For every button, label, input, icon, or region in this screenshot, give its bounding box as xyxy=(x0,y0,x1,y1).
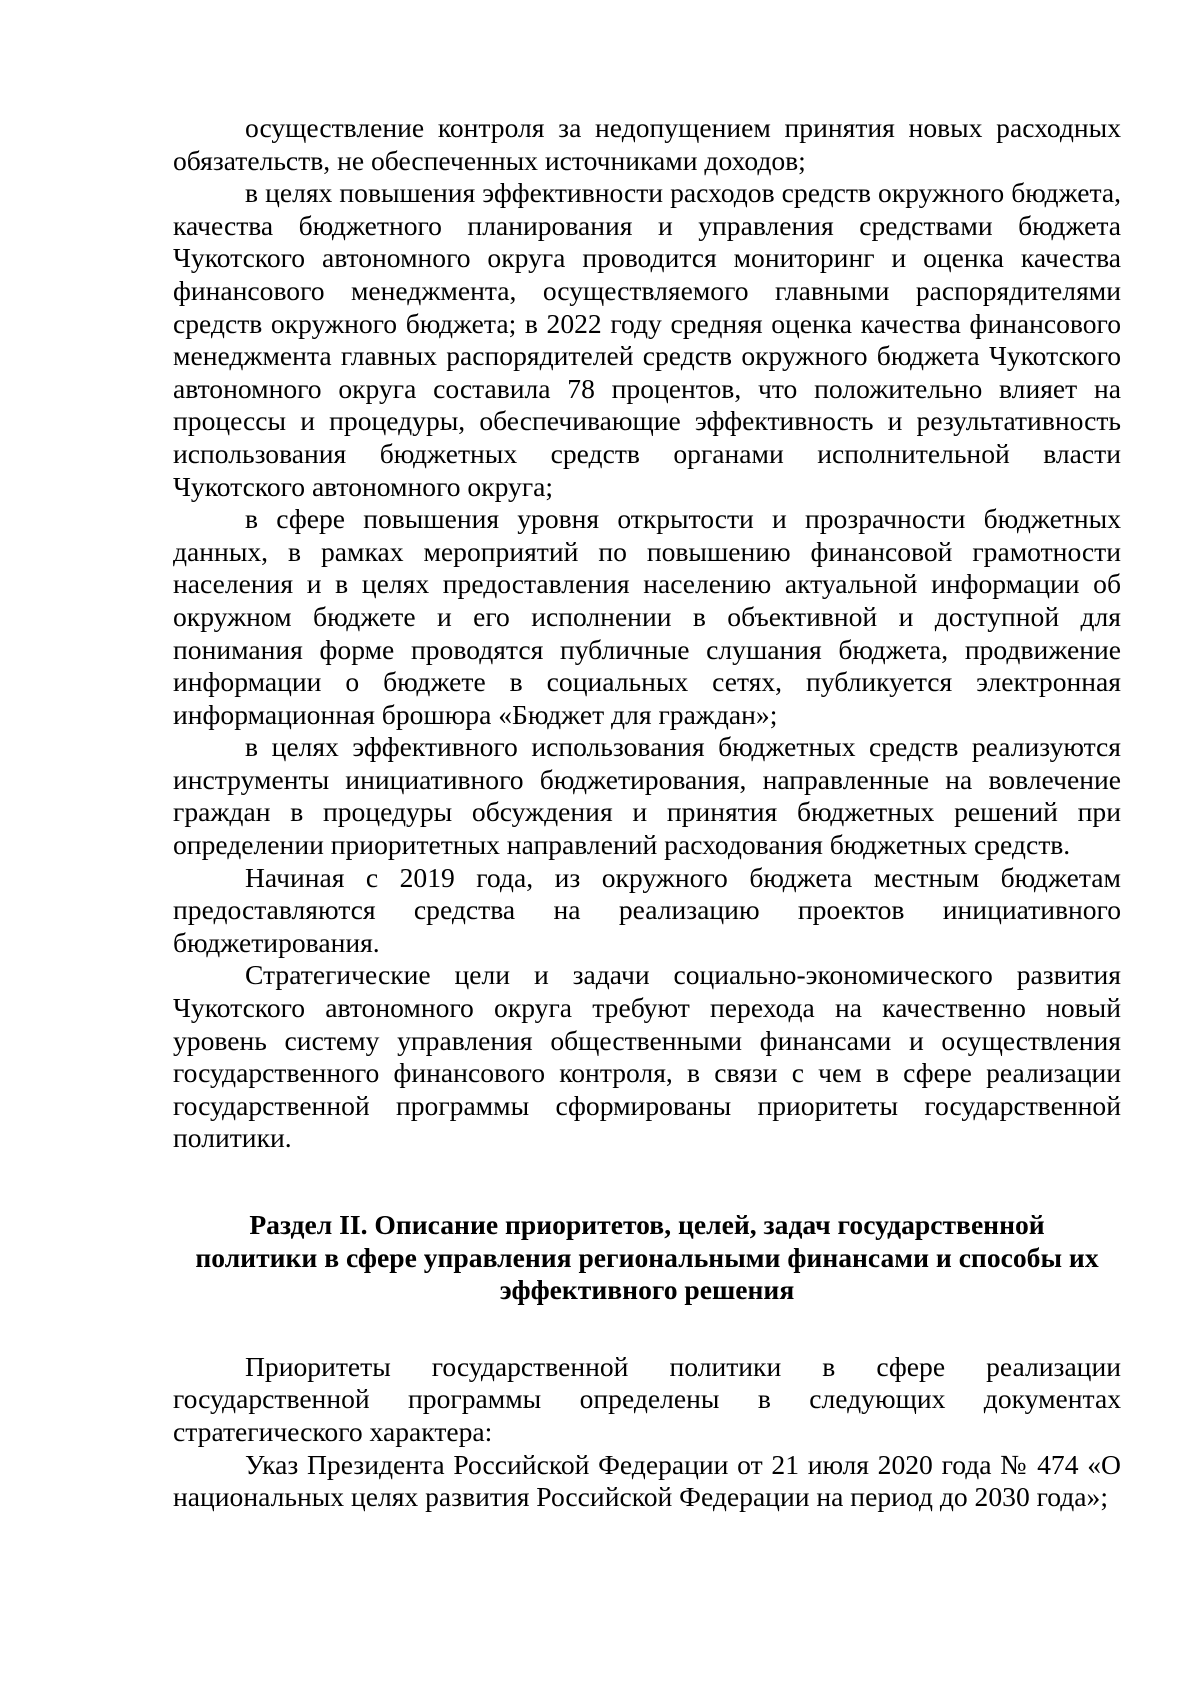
paragraph: Начиная с 2019 года, из окружного бюджета местным бюджетам предоставляются средства на реализацию проектов инициативного бюджетирования. xyxy=(173,861,1121,958)
paragraph: в целях эффективного использования бюджетных средств реализуются инструменты инициативного бюджетирования, направленные на вовлечение граждан в процедуры обсуждения и принятия бюджетных решений при определении приоритетных направлений расходования бюджетных средств. xyxy=(173,731,1121,861)
paragraph: Стратегические цели и задачи социально-экономического развития Чукотского автономного округа требуют перехода на качественно новый уровень систему управления общественными финансами и осуществления государственного финансового контроля, в связи с чем в сфере реализации государственной программы сформированы приоритеты государственной политики. xyxy=(173,959,1121,1154)
paragraph: в сфере повышения уровня открытости и прозрачности бюджетных данных, в рамках мероприятий по повышению финансовой грамотности населения и в целях предоставления населению актуальной информации об окружном бюджете и его исполнении в объективной и доступной для понимания форме проводятся публичные слушания бюджета, продвижение информации о бюджете в социальных сетях, публикуется электронная информационная брошюра «Бюджет для граждан»; xyxy=(173,503,1121,730)
paragraph: Приоритеты государственной политики в сфере реализации государственной программы определены в следующих документах стратегического характера: xyxy=(173,1350,1121,1447)
paragraph: Указ Президента Российской Федерации от 21 июля 2020 года № 474 «О национальных целях развития Российской Федерации на период до 2030 года»; xyxy=(173,1448,1121,1513)
paragraph: осуществление контроля за недопущением принятия новых расходных обязательств, не обеспеченных источниками доходов; xyxy=(173,112,1121,176)
document-page xyxy=(173,112,1121,1514)
section-heading: Раздел II. Описание приоритетов, целей, задач государственной политики в сфере управления региональными финансами и способы их эффективного решения xyxy=(195,1209,1099,1306)
paragraph: в целях повышения эффективности расходов средств окружного бюджета, качества бюджетного планирования и управления средствами бюджета Чукотского автономного округа проводится мониторинг и оценка качества финансового менеджмента, осуществляемого главными распорядителями средств окружного бюджета; в 2022 году средняя оценка качества финансового менеджмента главных распорядителей средств окружного бюджета Чукотского автономного округа составила 78 процентов, что положительно влияет на процессы и процедуры, обеспечивающие эффективность и результативность использования бюджетных средств органами исполнительной власти Чукотского автономного округа; xyxy=(173,177,1121,502)
